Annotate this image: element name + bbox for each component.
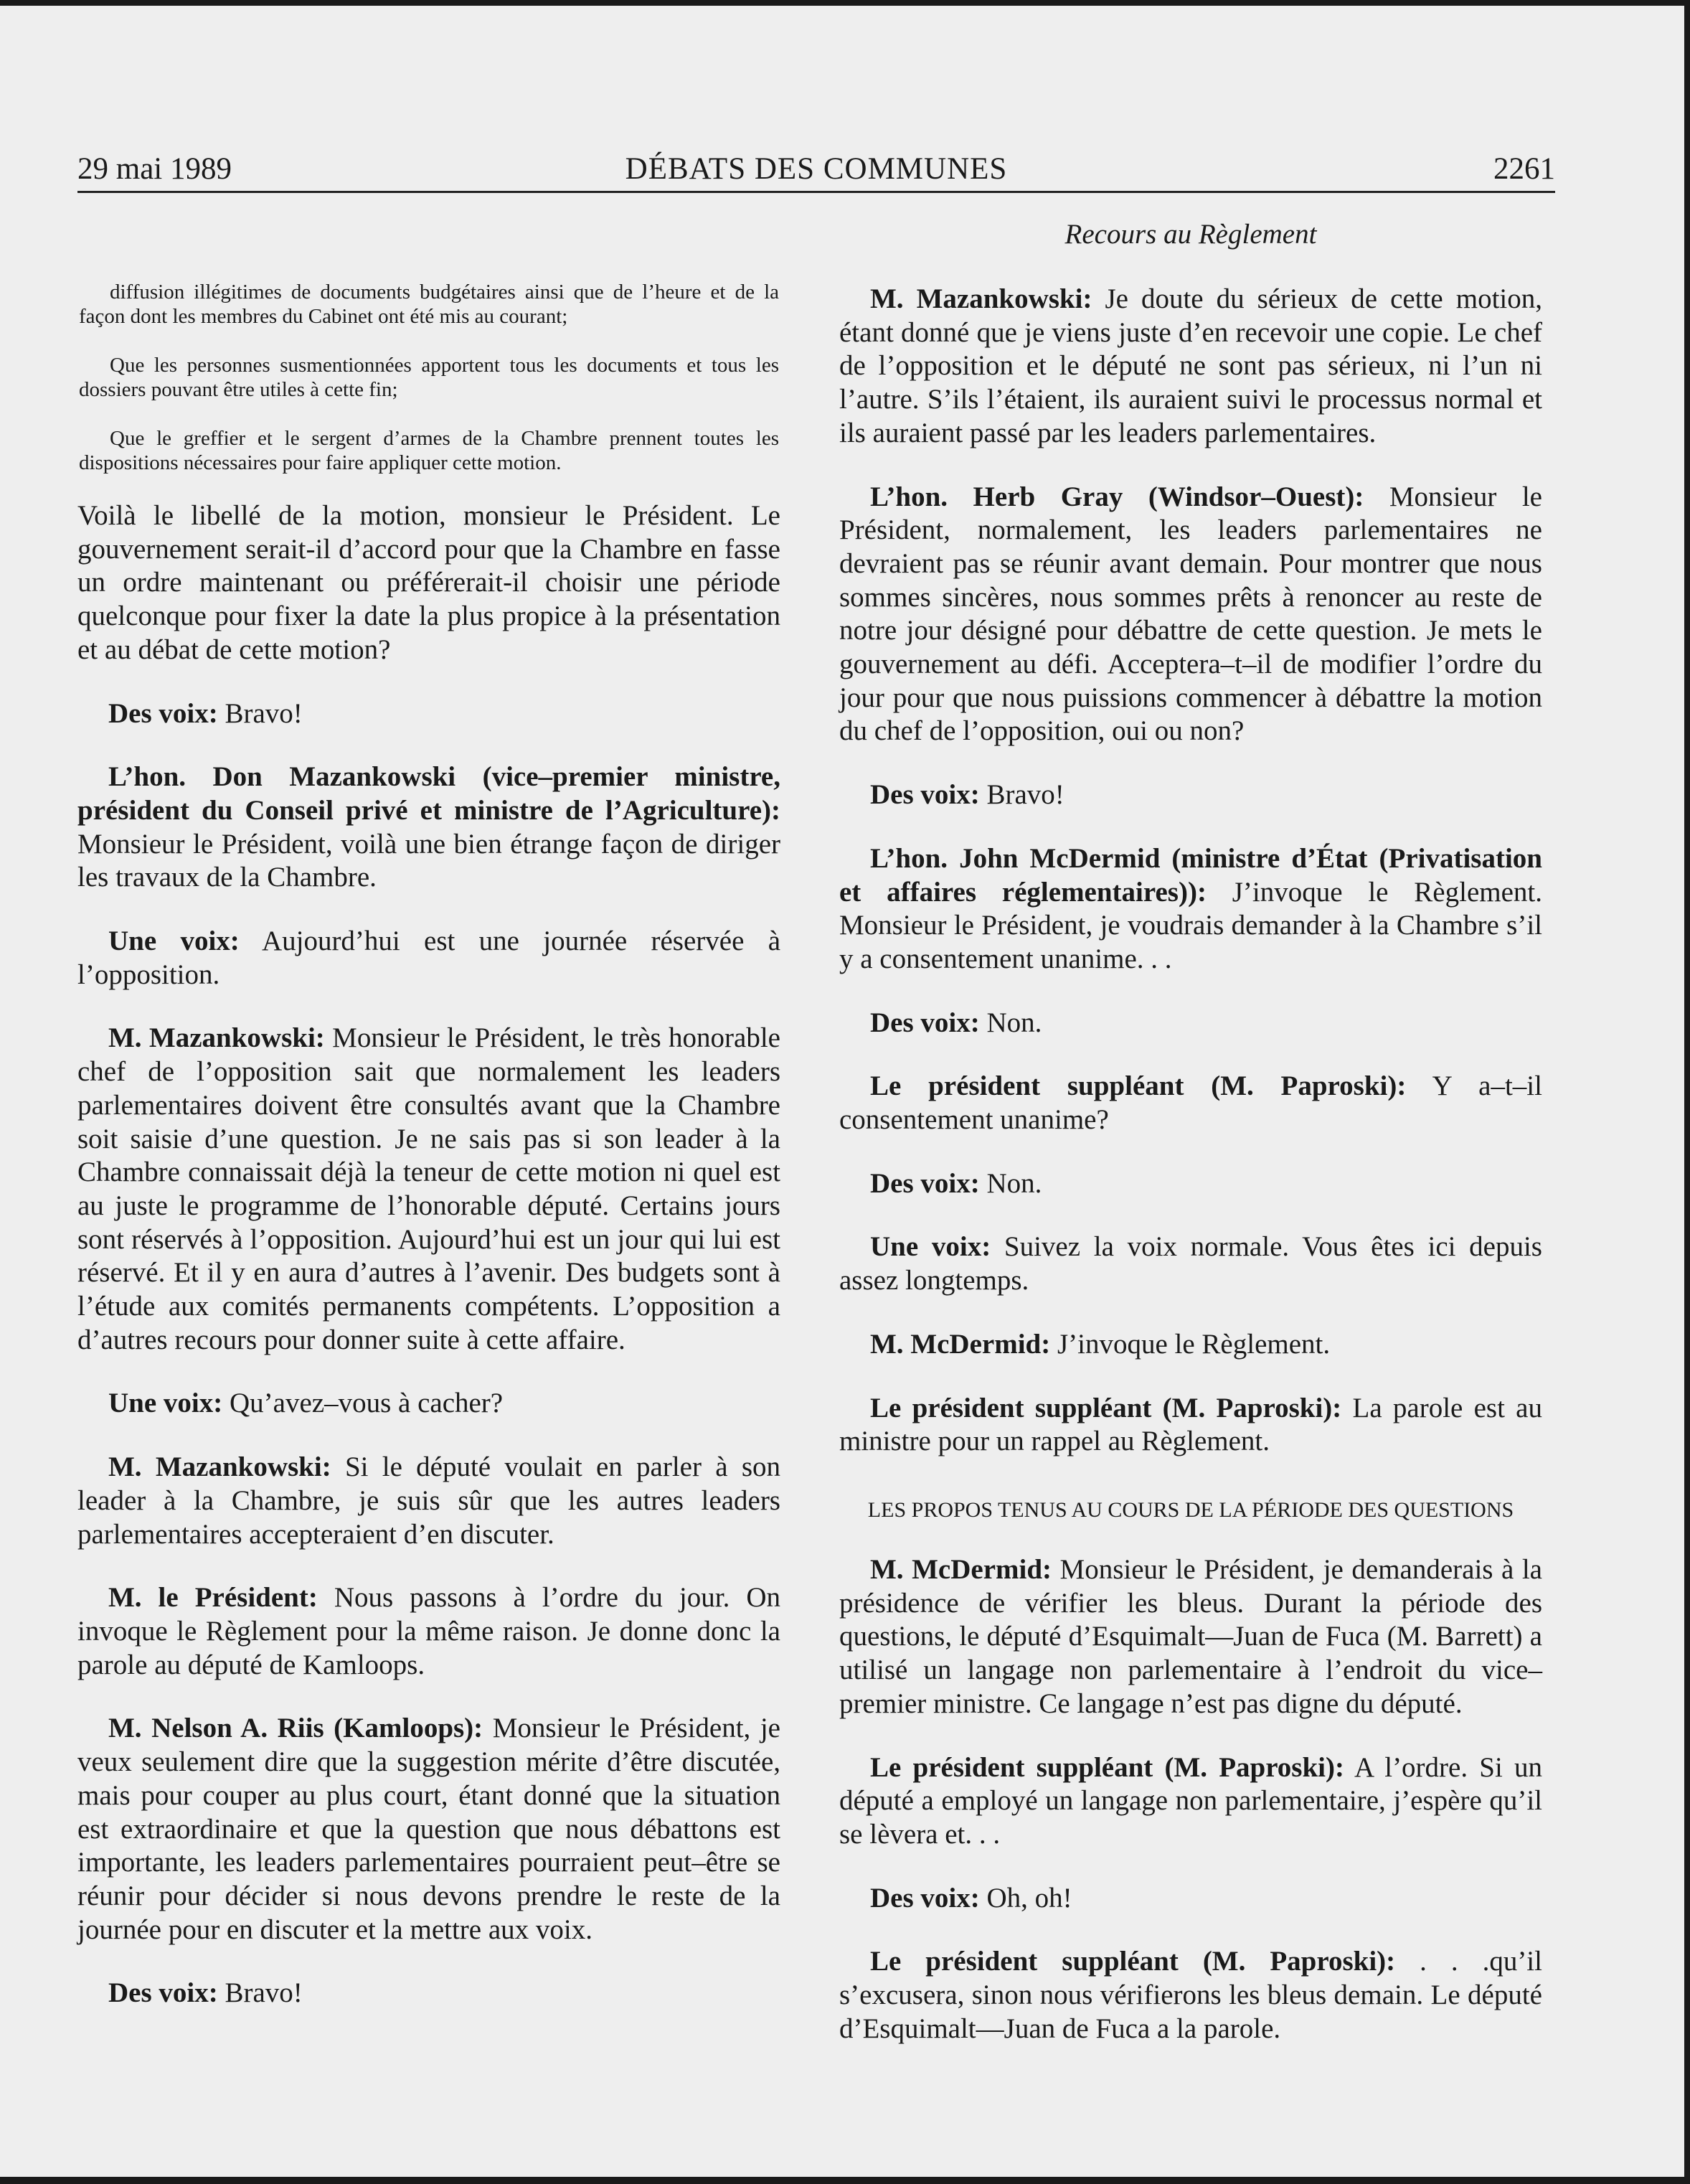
speech-text: A l’ordre. Si un député a employé un langage non parlementaire, j’espère qu’il se lèvera et. . . xyxy=(839,1751,1542,1850)
speaker-name: Une voix: xyxy=(870,1231,991,1263)
right-column xyxy=(839,215,1542,2076)
speaker-name: Le président suppléant (M. Paproski): xyxy=(870,1070,1407,1102)
speaker-name: Des voix: xyxy=(870,1882,980,1914)
speech-text: Monsieur le Président, voilà une bien étrange façon de diriger les travaux de la Chambre. xyxy=(77,828,780,893)
speaker-name: Le président suppléant (M. Paproski): xyxy=(870,1392,1342,1423)
speaker-name: Des voix: xyxy=(870,779,980,811)
motion-quote: diffusion illégitimes de documents budgétaires ainsi que de l’heure et de la façon dont les membres du Cabinet ont été mis au courant; xyxy=(79,281,779,328)
header-title: DÉBATS DES COMMUNES xyxy=(625,152,1008,186)
speaker-name: L’hon. John McDermid (ministre d’État (Privatisation et affaires réglementaires)): xyxy=(839,842,1542,908)
speech-text: Bravo! xyxy=(979,779,1064,811)
speech-text: Si le député voulait en parler à son leader à la Chambre, je suis sûr que les autres leaders parlementaires accepteraient d’en discuter. xyxy=(77,1451,780,1550)
speech-text: Non. xyxy=(979,1167,1042,1199)
speaker-name: Une voix: xyxy=(108,1388,223,1419)
speech-text: Oh, oh! xyxy=(979,1882,1072,1914)
speech-text: Non. xyxy=(979,1007,1042,1038)
speech-text: Bravo! xyxy=(217,1977,303,2009)
speech-paragraph xyxy=(77,1581,780,1682)
speaker-name: M. Nelson A. Riis (Kamloops): xyxy=(108,1713,483,1744)
speaker-name: M. McDermid: xyxy=(870,1553,1052,1585)
speaker-name: M. McDermid: xyxy=(870,1328,1051,1360)
speech-paragraph xyxy=(77,1022,780,1357)
speech-paragraph xyxy=(839,1230,1542,1297)
speech-text: Monsieur le Président, je veux seulement dire que la suggestion mérite d’être discutée, mais pour couper au plus court, étant donné que la situation est extraordinaire et que la question que nous débattons est importante, les leaders parlementaires pourraient peut–être se réunir pour décider si nous devons prendre le reste de la journée pour en discuter et la mettre aux voix. xyxy=(77,1713,780,1945)
speech-text: Je doute du sérieux de cette motion, étant donné que je viens juste d’en recevoir une copie. Le chef de l’opposition et le député ne sont pas sérieux, ni l’un ni l’autre. S’ils l’étaient, ils auraient suivi le processus normal et ils auraient passé par les leaders parlementaires. xyxy=(839,283,1542,448)
speaker-name: M. Mazankowski: xyxy=(108,1451,331,1483)
speaker-name: M. Mazankowski: xyxy=(108,1022,325,1054)
speech-text: Monsieur le Président, normalement, les leaders parlementaires ne devraient pas se réunir avant demain. Pour montrer que nous sommes sincères, nous sommes prêts à renoncer au reste de notre jour désigné pour débattre de cette question. Je mets le gouvernement au défi. Acceptera–t–il de modifier l’ordre du jour pour que nous puissions commencer à débattre la motion du chef de l’opposition, oui ou non? xyxy=(839,481,1542,747)
speech-paragraph xyxy=(839,1945,1542,2046)
speech-paragraph xyxy=(839,1553,1542,1721)
speech-paragraph xyxy=(77,1451,780,1551)
speech-text: J’invoque le Règlement. Monsieur le Président, je voudrais demander à la Chambre s’il y a consentement unanime. . . xyxy=(839,876,1542,974)
speech-paragraph xyxy=(839,1751,1542,1852)
speaker-name: Des voix: xyxy=(870,1167,980,1199)
speaker-name: L’hon. Don Mazankowski (vice–premier ministre, président du Conseil privé et ministre de l’Agriculture): xyxy=(77,761,780,826)
speech-text: . . .qu’il s’excusera, sinon nous vérifierons les bleus demain. Le député d’Esquimalt—Juan de Fuca a la parole. xyxy=(839,1946,1542,2044)
speaker-name: Des voix: xyxy=(108,1977,218,2009)
left-column xyxy=(77,215,780,2041)
speech-text: J’invoque le Règlement. xyxy=(1050,1328,1331,1360)
speaker-name: M. Mazankowski: xyxy=(870,283,1092,314)
speech-paragraph xyxy=(839,1392,1542,1459)
section-heading: LES PROPOS TENUS AU COURS DE LA PÉRIODE DES QUESTIONS xyxy=(867,1497,1514,1522)
speech-paragraph: Voilà le libellé de la motion, monsieur le Président. Le gouvernement serait-il d’accord pour que la Chambre en fasse un ordre maintenant ou préférerait-il choisir une période quelconque pour fixer la date la plus propice à la présentation et au débat de cette motion? xyxy=(77,500,780,665)
scan-border-top xyxy=(0,0,1690,6)
motion-quote: Que le greffier et le sergent d’armes de la Chambre prennent toutes les dispositions nécessaires pour faire appliquer cette motion. xyxy=(79,427,779,474)
speech-text: La parole est au ministre pour un rappel au Règlement. xyxy=(839,1392,1542,1457)
speech-paragraph xyxy=(839,1328,1542,1362)
speech-paragraph xyxy=(77,1387,780,1421)
speech-text: Monsieur le Président, le très honorable chef de l’opposition sait que normalement les leaders parlementaires doivent être consultés avant que la Chambre soit saisie d’une question. Je ne sais pas si son leader à la Chambre connaissait déjà la teneur de cette motion ni quel est au juste le programme de l’honorable député. Certains jours sont réservés à l’opposition. Aujourd’hui est un jour qui lui est réservé. Et il y en aura d’autres à l’avenir. Des budgets sont à l’étude aux comités permanents compétents. L’opposition a d’autres recours pour donner suite à cette affaire. xyxy=(77,1022,780,1355)
speaker-name: Des voix: xyxy=(870,1007,980,1038)
speech-paragraph xyxy=(839,481,1542,749)
speech-paragraph xyxy=(77,1977,780,2010)
speaker-name: L’hon. Herb Gray (Windsor–Ouest): xyxy=(870,481,1364,512)
speech-paragraph xyxy=(839,1882,1542,1916)
speech-text: Qu’avez–vous à cacher? xyxy=(222,1388,504,1419)
speaker-name: Des voix: xyxy=(108,697,218,729)
speech-paragraph xyxy=(839,1070,1542,1136)
speech-text: Aujourd’hui est une journée réservée à l’opposition. xyxy=(77,926,781,990)
scan-border-right xyxy=(1684,0,1690,2184)
speech-text: Suivez la voix normale. Vous êtes ici depuis assez longtemps. xyxy=(839,1231,1542,1296)
page-number: 2261 xyxy=(1493,152,1555,186)
speech-text: Bravo! xyxy=(217,697,303,729)
header-date: 29 mai 1989 xyxy=(77,152,232,186)
speech-paragraph xyxy=(839,778,1542,812)
speech-paragraph xyxy=(839,1007,1542,1040)
speech-paragraph xyxy=(77,925,780,992)
motion-quote: Que les personnes susmentionnées apportent tous les documents et tous les dossiers pouvant être utiles à cette fin; xyxy=(79,354,779,401)
speaker-name: Une voix: xyxy=(108,926,240,957)
section-title: Recours au Règlement xyxy=(1064,219,1317,250)
speaker-name: Le président suppléant (M. Paproski): xyxy=(870,1751,1344,1783)
speech-paragraph xyxy=(839,842,1542,976)
scan-border-bottom xyxy=(0,2177,1690,2184)
speech-paragraph xyxy=(839,1167,1542,1201)
speech-paragraph xyxy=(77,697,780,731)
speech-text: Y a–t–il consentement unanime? xyxy=(839,1070,1542,1136)
speech-paragraph xyxy=(77,761,780,895)
speech-paragraph xyxy=(839,283,1542,451)
speech-text: Monsieur le Président, je demanderais à la présidence de vérifier les bleus. Durant la période des questions, le député d’Esquimalt—Juan de Fuca (M. Barrett) a utilisé un langage non parlementaire à l’endroit du vice–premier ministre. Ce langage n’est pas digne du député. xyxy=(839,1553,1542,1719)
speech-text: Nous passons à l’ordre du jour. On invoque le Règlement pour la même raison. Je donne donc la parole au député de Kamloops. xyxy=(77,1582,781,1680)
running-header xyxy=(77,148,1555,193)
speaker-name: M. le Président: xyxy=(108,1582,318,1614)
speech-paragraph xyxy=(77,1712,780,1947)
speaker-name: Le président suppléant (M. Paproski): xyxy=(870,1946,1396,1977)
